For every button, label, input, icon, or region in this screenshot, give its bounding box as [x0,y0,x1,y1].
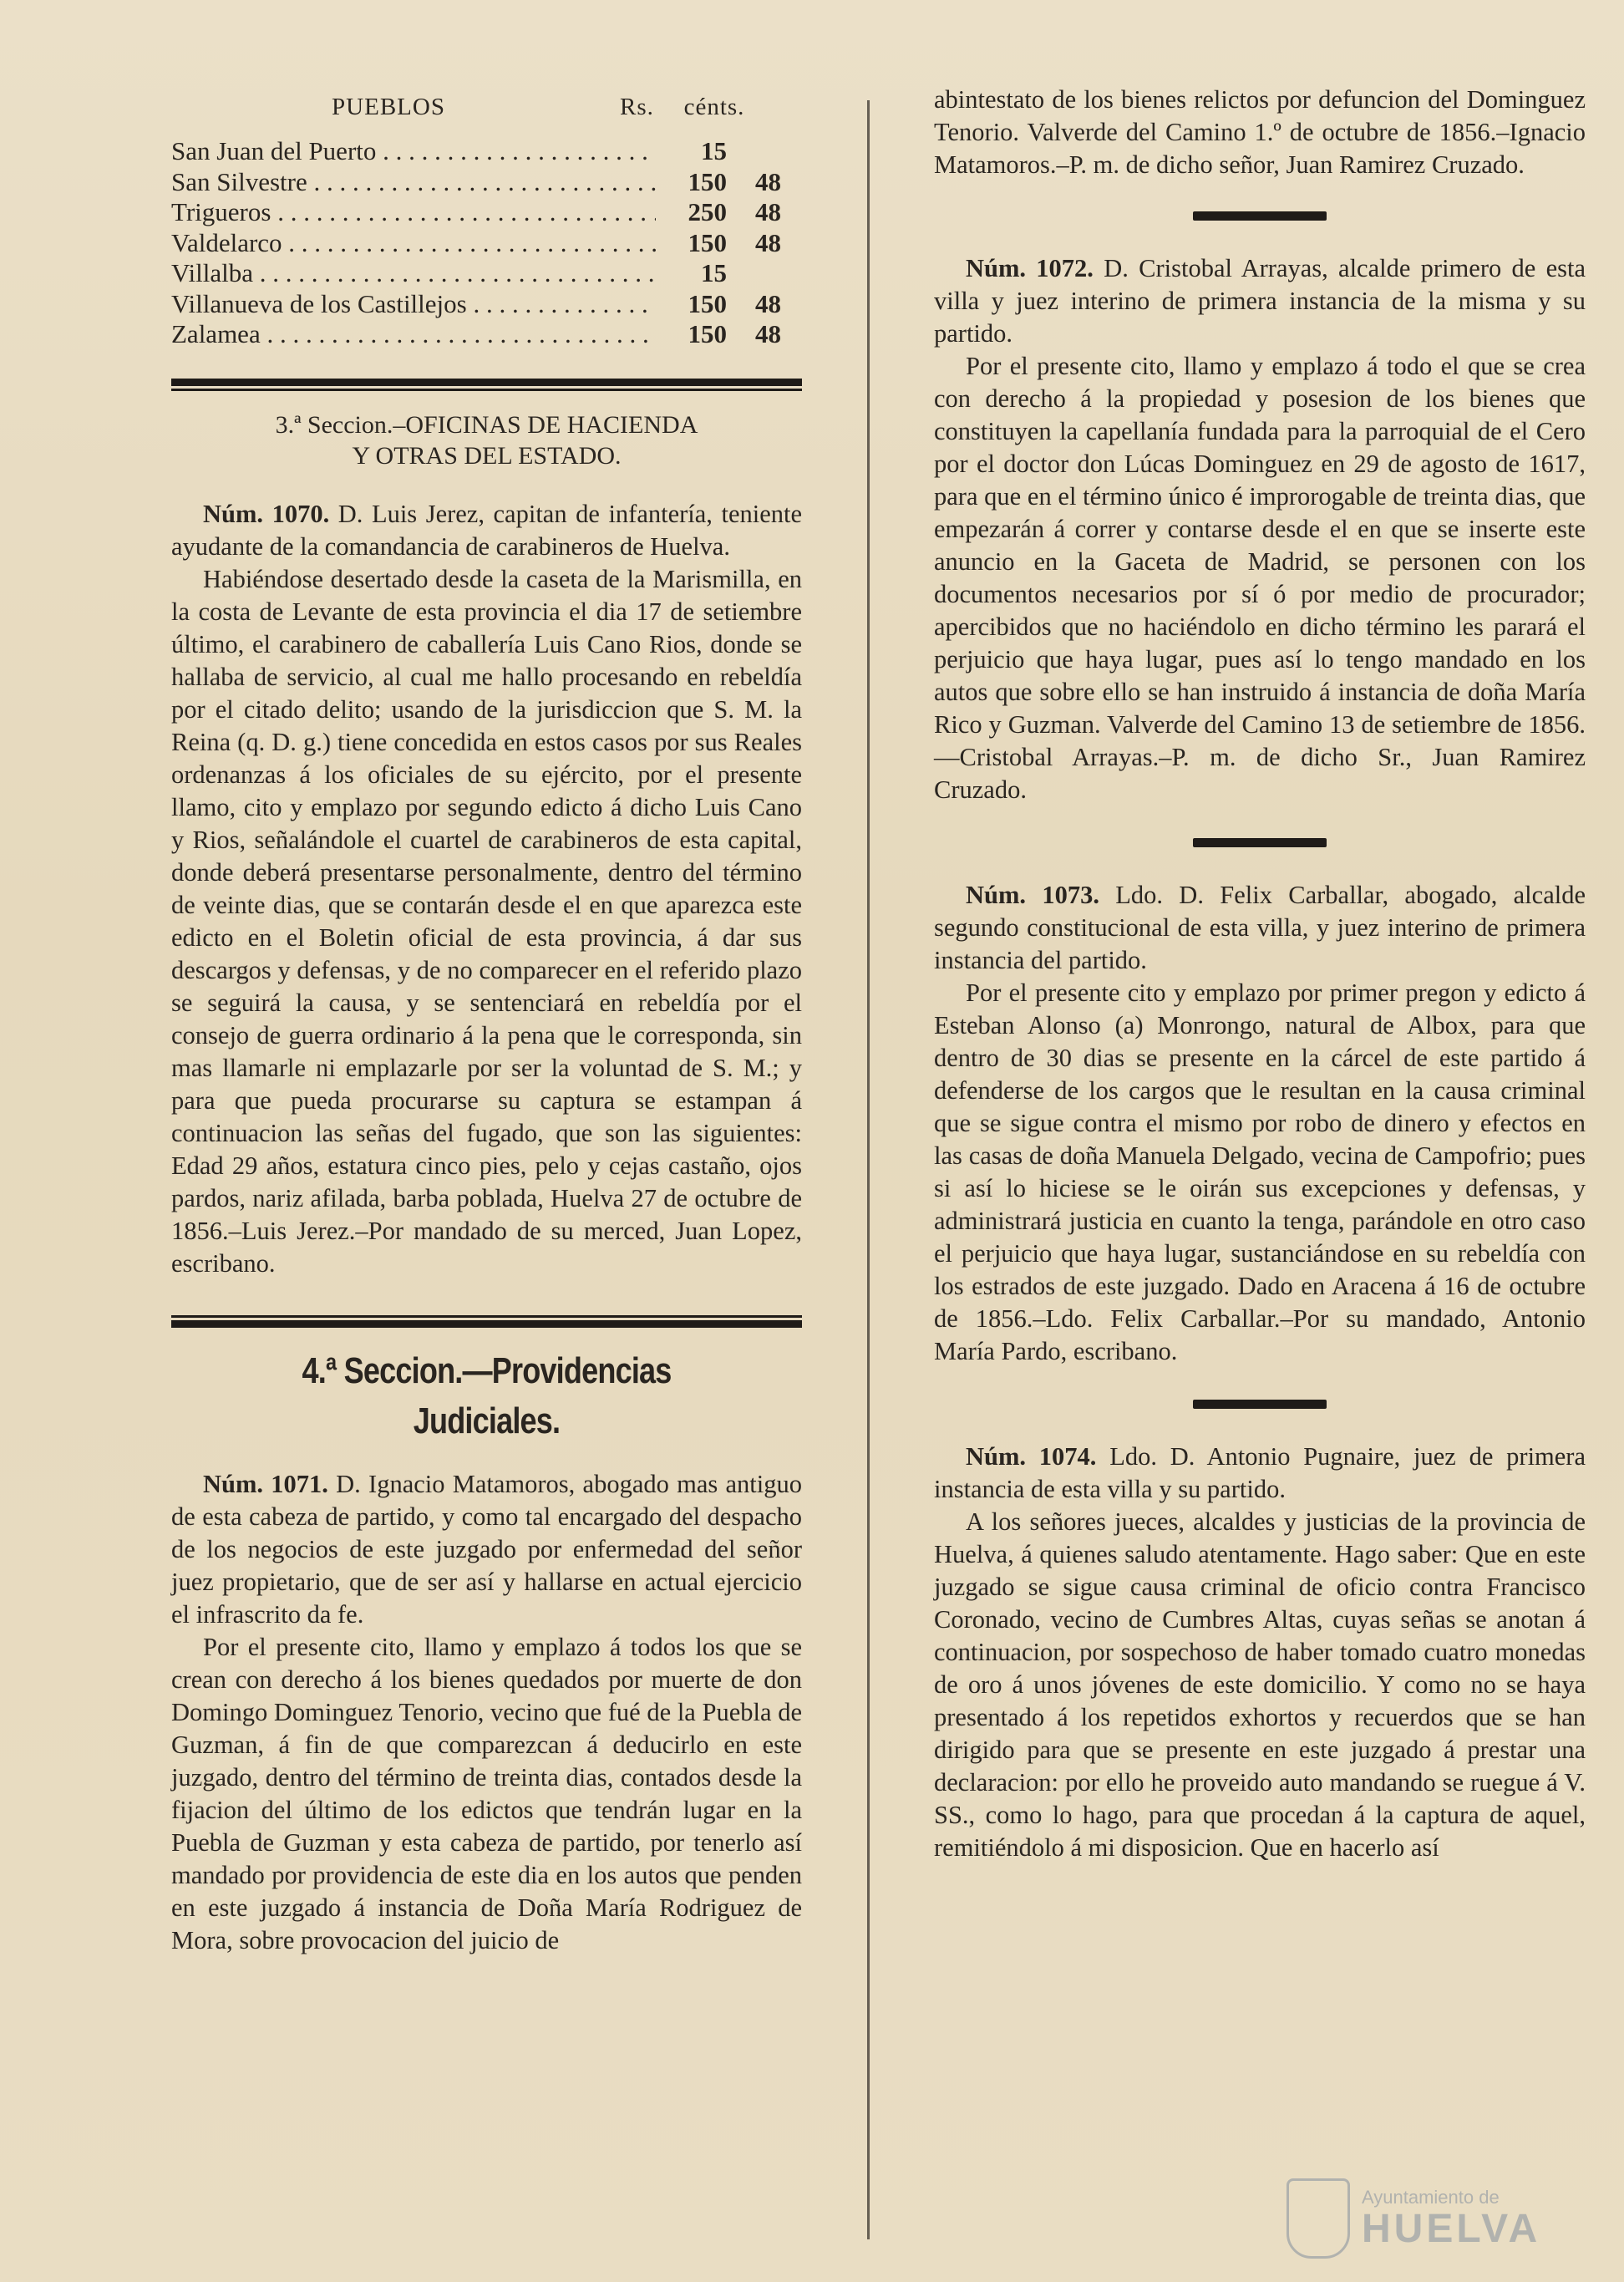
notice-1071 [171,1468,802,1957]
notice-intro: Ldo. D. Felix Carballar, abogado, alcalde segundo constitucional de esta villa, y juez interino de primera instancia del partido. [934,881,1586,974]
short-divider [934,838,1586,847]
notice-number: Núm. 1070. [203,499,330,528]
notice-number: Núm. 1074. [966,1442,1097,1471]
table-row [171,228,802,259]
town-name: Trigueros . . . [171,197,656,228]
notice-1074 [934,1441,1586,1864]
town-name: Villanueva de los Castillejos . . . [171,289,656,320]
notice-intro: Ldo. D. Antonio Pugnaire, juez de primera instancia de esta villa y su partido. [934,1442,1586,1503]
cents-value: 48 [755,227,781,257]
town-name: Villalba . . . [171,258,656,289]
rs-value: 15 [701,136,727,165]
cents-value: 48 [755,166,781,196]
town-name: Valdelarco . . . [171,228,656,259]
header-rs: Rs. [620,94,654,120]
notice-number: Núm. 1073. [966,881,1099,909]
section3-heading-line1: 3.ª Seccion.–OFICINAS DE HACIENDA [275,410,698,439]
short-divider [934,211,1586,221]
cents-value [727,136,781,167]
table-row [171,258,802,289]
table-row [171,167,802,198]
section4-title: 4.ª Seccion.—Providencias Judiciales. [302,1349,672,1441]
section3-heading [171,409,802,471]
coat-of-arms-icon [1287,2178,1350,2259]
divider-double [171,1315,802,1328]
table-header [171,79,802,121]
notice-1070 [171,498,802,1280]
section3-heading-line2: Y OTRAS DEL ESTADO. [352,441,622,470]
notice-number: Núm. 1071. [203,1469,328,1498]
column-rule [867,100,870,2239]
rs-value: 150 [688,166,727,196]
table-row [171,319,802,350]
town-name: Zalamea . . . [171,319,656,350]
notice-body-continued: abintestato de los bienes relictos por defuncion del Dominguez Tenorio. Valverde del Camino 1.º de octubre de 1856.–Ignacio Matamoros.–P. m. de dicho señor, Juan Ramirez Cruzado. [934,85,1586,179]
notice-intro: D. Luis Jerez, capitan de infantería, teniente ayudante de la comandancia de carabineros de Huelva. [171,499,802,561]
notice-body: Por el presente cito y emplazo por primer pregon y edicto á Esteban Alonso (a) Monrongo, natural de Albox, para que dentro de 30 dias se presente en la cárcel de este partido á defenderse de los cargos que le resultan en la causa criminal que se sigue contra el mismo por robo de dinero y efectos en las casas de doña Manuela Delgado, vecina de Campofrio; pues si así lo hiciese se le oirán sus excepciones y defensas, y administrará justicia en cuanto la tenga, parándole en otro caso el perjuicio que haya lugar, sustanciándose en su rebeldía con los estrados de este juzgado. Dado en Aracena á 16 de octubre de 1856.–Ldo. Felix Carballar.–Por su mandado, Antonio María Pardo, escribano. [934,978,1586,1365]
notice-1073 [934,879,1586,1368]
cents-value [727,258,781,289]
archive-watermark [1287,2173,1604,2264]
table-row [171,136,802,167]
notice-body: Habiéndose desertado desde la caseta de la Marismilla, en la costa de Levante de esta provincia el dia 17 de setiembre último, el carabinero de caballería Luis Cano Rios, donde se hallaba de servicio, al cual me hallo procesando en rebeldía por el citado delito; usando de la jurisdiccion que S. M. la Reina (q. D. g.) tiene concedida en estos casos por sus Reales ordenanzas á los oficiales de su ejército, por el presente llamo, cito y emplazo por segundo edicto á dicho Luis Cano y Rios, señalándole el cuartel de carabineros de esta capital, donde deberá presentarse personalmente, dentro del término de veinte dias, que se contarán desde el en que aparezca este edicto en el Boletin oficial de esta provincia, á dar sus descargos y defensas, y de no comparecer en el referido plazo se seguirá la causa, y se sentenciará en rebeldía por el consejo de guerra ordinario á la pena que le corresponda, sin mas llamarle ni emplazarle por ser la voluntad de S. M.; y para que pueda procurarse su captura se estampan á continuacion las señas del fugado, que son las siguientes: Edad 29 años, estatura cinco pies, pelo y cejas castaño, ojos pardos, nariz afilada, barba poblada, Huelva 27 de octubre de 1856.–Luis Jerez.–Por mandado de su merced, Juan Lopez, escribano. [171,564,802,1278]
table-row [171,289,802,320]
divider-double [171,379,802,391]
notice-number: Núm. 1072. [966,254,1094,282]
cents-value: 48 [755,319,781,348]
cents-value: 48 [755,197,781,226]
notice-body: Por el presente cito, llamo y emplazo á todos los que se crean con derecho á los bienes quedados por muerte de don Domingo Dominguez Tenorio, vecino que fué de la Puebla de Guzman, á fin de que comparezcan á deducirlo en este juzgado, dentro del término de treinta dias, contados desde la fijacion del último de los edictos que tendrán lugar en la Puebla de Guzman y esta cabeza de partido, por tenerlo así mandado por providencia de este dia en los autos que penden en este juzgado á instancia de Doña María Rodriguez de Mora, sobre provocacion del juicio de [171,1632,802,1954]
cents-value: 48 [755,288,781,318]
watermark-line1: Ayuntamiento de [1362,2187,1500,2208]
left-column [171,79,802,1957]
rs-value: 150 [688,227,727,257]
notice-1071-continued [934,84,1586,181]
table-row [171,197,802,228]
notice-intro: D. Cristobal Arrayas, alcalde primero de esta villa y juez interino de primera instancia de la misma y su partido. [934,254,1586,348]
header-cents: cénts. [683,94,745,120]
town-table [171,136,802,350]
right-column [934,84,1586,1864]
notice-body: Por el presente cito, llamo y emplazo á todo el que se crea con derecho á la propiedad y posesion de los bienes que constituyen la capellanía fundada para la parroquial de el Cero por el doctor don Lúcas Dominguez en 29 de agosto de 1617, para que en el término único é improrogable de treinta dias, que empezarán á correr y contarse desde el en que se inserte este anuncio en la Gaceta de Madrid, se personen con los documentos necesarios por sí ó por medio de procurador; apercibidos que no haciéndolo en dicho término les parará el perjuicio que haya lugar, pues así lo tengo mandado en los autos que sobre ello se han instruido á instancia de doña María Rico y Guzman. Valverde del Camino 13 de setiembre de 1856.—Cristobal Arrayas.–P. m. de dicho Sr., Juan Ramirez Cruzado. [934,352,1586,804]
rs-value: 150 [688,319,727,348]
notice-body: A los señores jueces, alcaldes y justicias de la provincia de Huelva, á quienes saludo atentamente. Hago saber: Que en este juzgado se sigue causa criminal de oficio contra Francisco Coronado, vecino de Cumbres Altas, cuyas señas se anotan á continuacion, por sospechoso de haber tomado cuatro monedas de oro á unos jóvenes de este domicilio. Y como no se haya presentado á los repetidos exhortos y recuerdos que se han dirigido para que se presente en este juzgado á prestar una declaracion: por ello he proveido auto mandando se ruegue á V. SS., como lo hago, para que procedan á la captura de aquel, remitiéndolo á mi disposicion. Que en hacerlo así [934,1507,1586,1862]
town-name: San Silvestre . . . [171,167,656,198]
rs-value: 150 [688,288,727,318]
short-divider [934,1400,1586,1409]
section4-heading [171,1346,802,1446]
notice-intro: D. Ignacio Matamoros, abogado mas antiguo de esta cabeza de partido, y como tal encargado del despacho de los negocios de este juzgado por enfermedad del señor juez propietario, que de ser así y hallarse en actual ejercicio el infrascrito da fe. [171,1469,802,1629]
watermark-line2: HUELVA [1362,2207,1541,2251]
header-pueblos: PUEBLOS [332,94,445,120]
rs-value: 15 [701,258,727,287]
town-name: San Juan del Puerto . . . [171,136,656,167]
notice-1072 [934,252,1586,806]
rs-value: 250 [688,197,727,226]
